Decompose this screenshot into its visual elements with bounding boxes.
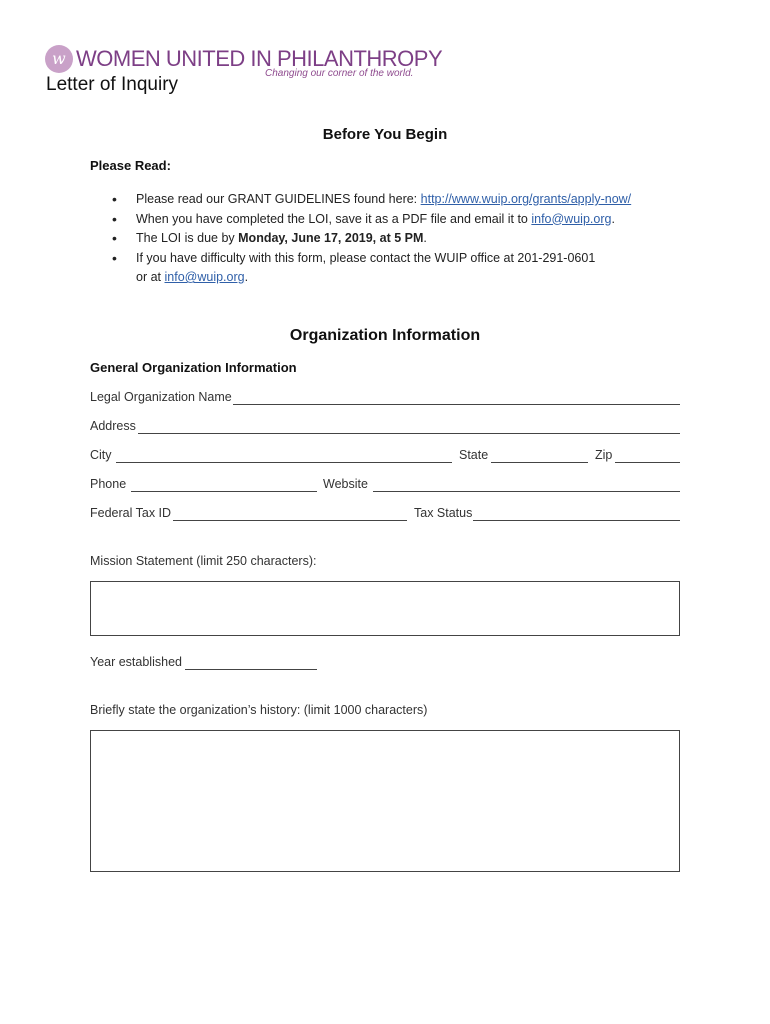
year-label: Year established (90, 655, 182, 669)
phone-field[interactable] (131, 491, 317, 492)
city-field[interactable] (116, 462, 452, 463)
email-link[interactable]: info@wuip.org (531, 211, 612, 226)
list-item: • If you have difficulty with this form, please contact the WUIP office at 201-291-0601 (110, 249, 631, 269)
history-label: Briefly state the organization’s history: (limit 1000 characters) (90, 703, 428, 717)
due-date: Monday, June 17, 2019, at 5 PM (238, 231, 424, 245)
list-item: • The LOI is due by Monday, June 17, 2019, at 5 PM. (110, 229, 631, 249)
general-org-label: General Organization Information (90, 360, 297, 375)
zip-field[interactable] (615, 462, 680, 463)
year-field[interactable] (185, 669, 317, 670)
tax-status-label: Tax Status (414, 506, 473, 520)
tax-id-field[interactable] (173, 520, 407, 521)
legal-name-label: Legal Organization Name (90, 390, 232, 404)
list-item: • Please read our GRANT GUIDELINES found here: http://www.wuip.org/grants/apply-now/ (110, 190, 631, 210)
logo-tagline: Changing our corner of the world. (265, 68, 414, 79)
please-read-label: Please Read: (90, 158, 171, 173)
document-title: Letter of Inquiry (46, 74, 179, 95)
address-field[interactable] (138, 433, 680, 434)
org-heading: Organization Information (289, 327, 481, 344)
instruction-list (110, 190, 631, 288)
contact-email-link[interactable]: info@wuip.org (164, 270, 245, 284)
legal-name-field[interactable] (233, 404, 680, 405)
mission-label: Mission Statement (limit 250 characters): (90, 554, 317, 568)
city-label: City (90, 448, 112, 462)
logo-mark-icon: w (45, 45, 73, 73)
list-item-continued: or at info@wuip.org. (136, 270, 249, 284)
logo-name: WOMEN UNITED IN PHILANTHROPY (76, 46, 443, 71)
address-label: Address (90, 419, 136, 433)
state-label: State (459, 448, 489, 462)
before-heading: Before You Begin (322, 126, 448, 143)
history-textbox[interactable] (90, 730, 680, 872)
guidelines-link[interactable]: http://www.wuip.org/grants/apply-now/ (420, 192, 632, 206)
phone-label: Phone (90, 477, 127, 491)
tax-id-label: Federal Tax ID (90, 506, 172, 520)
zip-label: Zip (595, 448, 613, 462)
list-item: • When you have completed the LOI, save it as a PDF file and email it to info@wuip.org. (110, 210, 631, 230)
website-field[interactable] (373, 491, 680, 492)
state-field[interactable] (491, 462, 588, 463)
tax-status-field[interactable] (473, 520, 680, 521)
website-label: Website (323, 477, 368, 491)
mission-textbox[interactable] (90, 581, 680, 636)
